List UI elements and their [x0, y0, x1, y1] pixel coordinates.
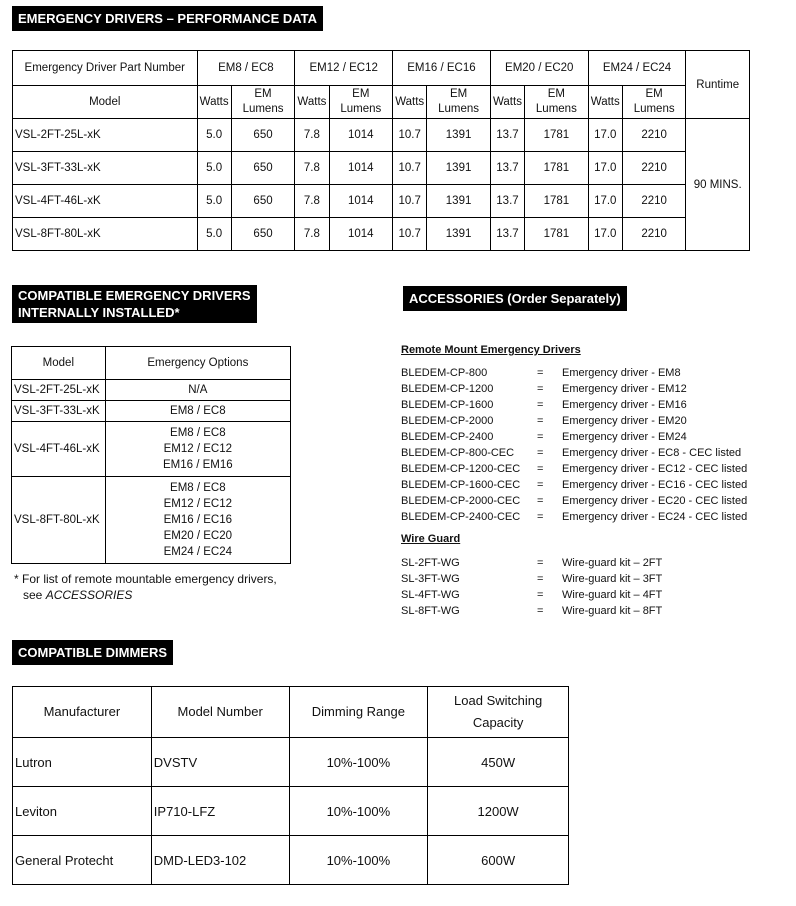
- lumens-cell: 1014: [329, 152, 393, 185]
- accessory-part-number: BLEDEM-CP-1600: [401, 399, 494, 411]
- em-lumens-header: [231, 86, 295, 119]
- watts-cell: 13.7: [490, 152, 524, 185]
- group-header: EM16 / EC16: [393, 51, 491, 86]
- watts-header: Watts: [588, 86, 622, 119]
- wire-guard-heading: Wire Guard: [401, 533, 461, 545]
- group-header: EM8 / EC8: [197, 51, 295, 86]
- capacity-cell: 1200W: [428, 787, 569, 836]
- watts-cell: 17.0: [588, 218, 622, 251]
- emergency-option: N/A: [188, 384, 208, 396]
- lumens-cell: 1391: [427, 119, 491, 152]
- model-header: Model: [13, 86, 198, 119]
- footnote-line2: [14, 587, 277, 603]
- watts-header: Watts: [490, 86, 524, 119]
- lumens-cell: 650: [231, 152, 295, 185]
- accessory-part-number: BLEDEM-CP-2000: [401, 415, 494, 427]
- performance-sub-header-row: [13, 86, 750, 119]
- manufacturer-cell: Leviton: [13, 787, 152, 836]
- lumens-cell: 650: [231, 119, 295, 152]
- emergency-option: EM12 / EC12: [163, 443, 233, 455]
- accessory-part-number: BLEDEM-CP-800: [401, 367, 488, 379]
- compat-title-line1: COMPATIBLE EMERGENCY DRIVERS: [18, 288, 251, 303]
- watts-cell: 17.0: [588, 152, 622, 185]
- performance-row: [13, 185, 750, 218]
- compat-table: [11, 346, 291, 564]
- accessories-title: ACCESSORIES (Order Separately): [409, 291, 621, 306]
- lumens-cell: 1781: [525, 185, 589, 218]
- compat-row: [12, 380, 291, 401]
- lumens-label: Lumens: [438, 103, 480, 115]
- emergency-option: EM8 / EC8: [170, 427, 226, 439]
- equals-sign: =: [537, 367, 544, 379]
- compat-row: [12, 401, 291, 422]
- accessory-part-number: BLEDEM-CP-2400: [401, 431, 494, 443]
- compat-model-cell: VSL-4FT-46L-xK: [12, 422, 106, 477]
- compat-model-cell: VSL-8FT-80L-xK: [12, 477, 106, 564]
- compat-model-cell: VSL-2FT-25L-xK: [12, 380, 106, 401]
- watts-header: Watts: [197, 86, 231, 119]
- emergency-option: EM24 / EC24: [163, 546, 233, 558]
- em-lumens-header: [525, 86, 589, 119]
- accessory-description: Emergency driver - EC20 - CEC listed: [562, 495, 748, 507]
- dimming-range-cell: 10%-100%: [289, 787, 428, 836]
- performance-row: [13, 119, 750, 152]
- performance-row: [13, 218, 750, 251]
- manufacturer-cell: Lutron: [13, 738, 152, 787]
- lumens-cell: 1781: [525, 152, 589, 185]
- lumens-cell: 1391: [427, 218, 491, 251]
- accessory-part-number: SL-8FT-WG: [401, 605, 460, 617]
- load-capacity-header: [428, 687, 569, 738]
- equals-sign: =: [537, 511, 544, 523]
- compat-title-line2: INTERNALLY INSTALLED*: [18, 305, 180, 320]
- watts-cell: 13.7: [490, 185, 524, 218]
- lumens-cell: 1781: [525, 119, 589, 152]
- performance-title: EMERGENCY DRIVERS – PERFORMANCE DATA: [18, 11, 318, 26]
- accessory-part-number: SL-2FT-WG: [401, 557, 460, 569]
- em-label: EM: [645, 88, 663, 100]
- accessory-part-number: BLEDEM-CP-1200: [401, 383, 494, 395]
- capacity-cell: 450W: [428, 738, 569, 787]
- accessory-description: Wire-guard kit – 3FT: [562, 573, 663, 585]
- compat-model-cell: VSL-3FT-33L-xK: [12, 401, 106, 422]
- dimmer-row: [13, 836, 569, 885]
- dimmers-header-row: [13, 687, 569, 738]
- lumens-cell: 2210: [622, 152, 686, 185]
- equals-sign: =: [537, 495, 544, 507]
- accessory-description: Emergency driver - EC16 - CEC listed: [562, 479, 748, 491]
- model-number-cell: DMD-LED3-102: [151, 836, 289, 885]
- compat-options-header: Emergency Options: [105, 347, 290, 380]
- performance-group-header-row: [13, 51, 750, 86]
- remote-mount-heading: Remote Mount Emergency Drivers: [401, 344, 581, 356]
- emergency-option: EM8 / EC8: [170, 405, 226, 417]
- dimmers-title-banner: [12, 640, 173, 665]
- watts-cell: 10.7: [393, 119, 427, 152]
- equals-sign: =: [537, 479, 544, 491]
- watts-cell: 5.0: [197, 119, 231, 152]
- equals-sign: =: [537, 399, 544, 411]
- accessory-description: Emergency driver - EM12: [562, 383, 687, 395]
- accessory-part-number: BLEDEM-CP-1200-CEC: [401, 463, 521, 475]
- performance-row: [13, 152, 750, 185]
- em-lumens-header: [329, 86, 393, 119]
- lumens-cell: 1781: [525, 218, 589, 251]
- equals-sign: =: [537, 589, 544, 601]
- em-label: EM: [449, 88, 468, 100]
- compat-header-row: [12, 347, 291, 380]
- footnote-line1: * For list of remote mountable emergency drivers,: [14, 572, 277, 586]
- accessory-part-number: BLEDEM-CP-2400-CEC: [401, 511, 521, 523]
- model-cell: VSL-8FT-80L-xK: [13, 218, 198, 251]
- emergency-option: EM12 / EC12: [163, 498, 233, 510]
- watts-cell: 10.7: [393, 218, 427, 251]
- watts-cell: 10.7: [393, 185, 427, 218]
- watts-header: Watts: [295, 86, 329, 119]
- watts-header: Watts: [393, 86, 427, 119]
- accessory-description: Emergency driver - EM24: [562, 431, 687, 443]
- group-header: EM20 / EC20: [490, 51, 588, 86]
- equals-sign: =: [537, 463, 544, 475]
- dimmers-table: [12, 686, 569, 885]
- manufacturer-cell: General Protecht: [13, 836, 152, 885]
- compat-row: [12, 422, 291, 477]
- runtime-header: Runtime: [686, 51, 750, 119]
- accessory-part-number: BLEDEM-CP-2000-CEC: [401, 495, 521, 507]
- em-label: EM: [352, 88, 370, 100]
- dimmers-title: COMPATIBLE DIMMERS: [18, 645, 168, 660]
- lumens-cell: 1014: [329, 185, 393, 218]
- accessory-part-number: BLEDEM-CP-1600-CEC: [401, 479, 521, 491]
- dimming-range-cell: 10%-100%: [289, 738, 428, 787]
- watts-cell: 7.8: [295, 152, 329, 185]
- dimming-range-header: Dimming Range: [289, 687, 428, 738]
- em-label: EM: [547, 88, 565, 100]
- equals-sign: =: [537, 431, 544, 443]
- compat-options-cell: [105, 422, 290, 477]
- performance-title-banner: [12, 6, 323, 31]
- group-header: EM24 / EC24: [588, 51, 686, 86]
- accessory-description: Wire-guard kit – 8FT: [562, 605, 663, 617]
- lumens-cell: 2210: [622, 218, 686, 251]
- accessory-part-number: SL-3FT-WG: [401, 573, 460, 585]
- lumens-label: Lumens: [242, 103, 284, 115]
- lumens-cell: 1014: [329, 119, 393, 152]
- dimmer-row: [13, 738, 569, 787]
- accessory-description: Emergency driver - EM8: [562, 367, 681, 379]
- accessory-part-number: SL-4FT-WG: [401, 589, 460, 601]
- model-cell: VSL-3FT-33L-xK: [13, 152, 198, 185]
- em-lumens-header: [427, 86, 491, 119]
- equals-sign: =: [537, 573, 544, 585]
- accessory-description: Emergency driver - EC8 - CEC listed: [562, 447, 742, 459]
- compat-row: [12, 477, 291, 564]
- lumens-cell: 1391: [427, 185, 491, 218]
- load-capacity-line1: Load Switching: [454, 693, 543, 708]
- watts-cell: 10.7: [393, 152, 427, 185]
- watts-cell: 17.0: [588, 119, 622, 152]
- lumens-cell: 1014: [329, 218, 393, 251]
- compat-options-cell: [105, 401, 290, 422]
- em-label: EM: [254, 88, 272, 100]
- equals-sign: =: [537, 415, 544, 427]
- lumens-cell: 650: [231, 185, 295, 218]
- model-cell: VSL-4FT-46L-xK: [13, 185, 198, 218]
- watts-cell: 17.0: [588, 185, 622, 218]
- lumens-cell: 2210: [622, 185, 686, 218]
- accessory-description: Emergency driver - EM20: [562, 415, 687, 427]
- watts-cell: 5.0: [197, 152, 231, 185]
- compat-options-cell: [105, 380, 290, 401]
- model-number-header: Model Number: [151, 687, 289, 738]
- watts-cell: 7.8: [295, 185, 329, 218]
- lumens-label: Lumens: [340, 103, 382, 115]
- manufacturer-header: Manufacturer: [13, 687, 152, 738]
- watts-cell: 13.7: [490, 218, 524, 251]
- model-number-cell: IP710-LFZ: [151, 787, 289, 836]
- accessory-description: Emergency driver - EM16: [562, 399, 687, 411]
- compat-footnote: [14, 571, 277, 603]
- compat-model-header: Model: [12, 347, 106, 380]
- accessory-description: Emergency driver - EC24 - CEC listed: [562, 511, 748, 523]
- footnote-see: see: [23, 588, 46, 602]
- emergency-option: EM20 / EC20: [163, 530, 233, 542]
- equals-sign: =: [537, 557, 544, 569]
- compat-options-cell: [105, 477, 290, 564]
- equals-sign: =: [537, 447, 544, 459]
- watts-cell: 5.0: [197, 218, 231, 251]
- runtime-cell: 90 MINS.: [686, 119, 750, 251]
- performance-table: [12, 50, 750, 251]
- emergency-option: EM16 / EM16: [163, 459, 233, 471]
- dimming-range-cell: 10%-100%: [289, 836, 428, 885]
- model-cell: VSL-2FT-25L-xK: [13, 119, 198, 152]
- equals-sign: =: [537, 605, 544, 617]
- load-capacity-line2: Capacity: [472, 715, 524, 730]
- watts-cell: 7.8: [295, 119, 329, 152]
- accessory-description: Wire-guard kit – 4FT: [562, 589, 663, 601]
- em-lumens-header: [622, 86, 686, 119]
- accessories-title-banner: [403, 286, 627, 311]
- lumens-cell: 2210: [622, 119, 686, 152]
- part-number-header: Emergency Driver Part Number: [13, 51, 198, 86]
- lumens-cell: 650: [231, 218, 295, 251]
- watts-cell: 5.0: [197, 185, 231, 218]
- footnote-accessories-ref: ACCESSORIES: [45, 588, 133, 602]
- accessory-part-number: BLEDEM-CP-800-CEC: [401, 447, 515, 459]
- compat-title-banner: [12, 285, 257, 323]
- emergency-option: EM16 / EC16: [163, 514, 233, 526]
- group-header: EM12 / EC12: [295, 51, 393, 86]
- capacity-cell: 600W: [428, 836, 569, 885]
- lumens-cell: 1391: [427, 152, 491, 185]
- lumens-label: Lumens: [535, 103, 577, 115]
- dimmer-row: [13, 787, 569, 836]
- equals-sign: =: [537, 383, 544, 395]
- watts-cell: 7.8: [295, 218, 329, 251]
- model-number-cell: DVSTV: [151, 738, 289, 787]
- watts-cell: 13.7: [490, 119, 524, 152]
- emergency-option: EM8 / EC8: [170, 482, 226, 494]
- accessory-description: Wire-guard kit – 2FT: [562, 557, 663, 569]
- accessory-description: Emergency driver - EC12 - CEC listed: [562, 463, 748, 475]
- lumens-label: Lumens: [633, 103, 675, 115]
